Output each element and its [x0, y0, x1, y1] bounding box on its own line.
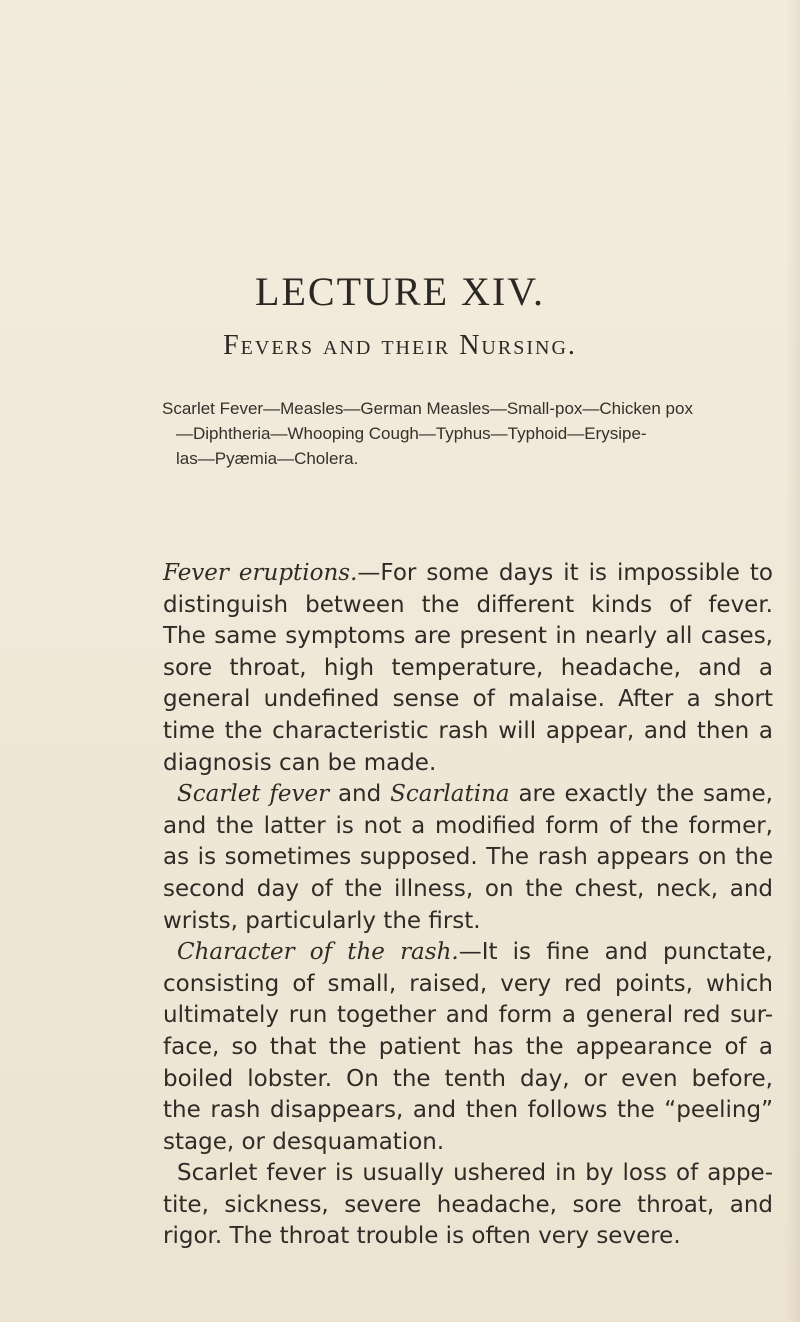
body-text	[163, 558, 773, 1253]
synopsis-line: Scarlet Fever—Measles—German Measles—Small-pox—Chicken pox	[162, 399, 693, 418]
paragraph-line: general undefined sense of malaise. After a short	[163, 686, 773, 713]
paragraph-line: as is sometimes supposed. The rash appears on the	[163, 844, 773, 871]
side-heading: Fever eruptions.	[163, 560, 358, 586]
paragraph-line: second day of the illness, on the chest, neck, and	[163, 875, 773, 902]
page-edge-shadow	[786, 0, 800, 1322]
chapter-title: Fevers and their Nursing.	[223, 330, 577, 361]
paragraph-line: diagnosis can be made.	[163, 749, 437, 776]
paragraph-line: The same symptoms are present in nearly all cases,	[163, 623, 773, 650]
paragraph-line: sore throat, high temperature, headache, and a	[163, 654, 773, 681]
paragraph-line	[163, 779, 773, 811]
paragraph-text: —For some days it is impossible to	[357, 560, 773, 586]
side-heading: Scarlatina	[390, 781, 510, 808]
paragraph-line: time the characteristic rash will appear, and then a	[163, 717, 773, 744]
paragraph-line: tite, sickness, severe headache, sore throat, and	[163, 1191, 773, 1218]
synopsis-line: —Diphtheria—Whooping Cough—Typhus—Typhoid—Erysipe-	[176, 424, 647, 443]
paragraph-line: stage, or desquamation.	[163, 1128, 445, 1155]
paragraph-line: the rash disappears, and then follows the “peeling”	[163, 1097, 773, 1124]
paragraph-line: wrists, particularly the first.	[163, 907, 481, 934]
synopsis-line: las—Pyæmia—Cholera.	[176, 449, 359, 468]
paragraph-line: distinguish between the different kinds of fever.	[163, 591, 773, 618]
paragraph-line: Scarlet fever is usually ushered in by loss of appe-	[177, 1160, 773, 1187]
chapter-synopsis	[162, 396, 770, 471]
paragraph-text: and	[329, 781, 391, 808]
paragraph-line: ultimately run together and form a general red sur-	[163, 1002, 773, 1029]
paragraph-line: and the latter is not a modified form of the former,	[163, 812, 773, 839]
paragraph-line: rigor. The throat trouble is often very severe.	[163, 1223, 681, 1250]
paragraph-line	[163, 558, 773, 590]
paragraph-line: consisting of small, raised, very red points, which	[163, 970, 773, 997]
paragraph-text: are exactly the same,	[509, 781, 773, 808]
side-heading: Character of the rash.	[177, 939, 459, 966]
side-heading: Scarlet fever	[177, 781, 330, 808]
paragraph-text: —It is fine and punctate,	[458, 939, 773, 966]
paragraph-line: face, so that the patient has the appearance of a	[163, 1033, 773, 1060]
paragraph-line	[163, 937, 773, 969]
lecture-number: LECTURE XIV.	[255, 269, 545, 314]
paragraph-line: boiled lobster. On the tenth day, or even before,	[163, 1065, 773, 1092]
